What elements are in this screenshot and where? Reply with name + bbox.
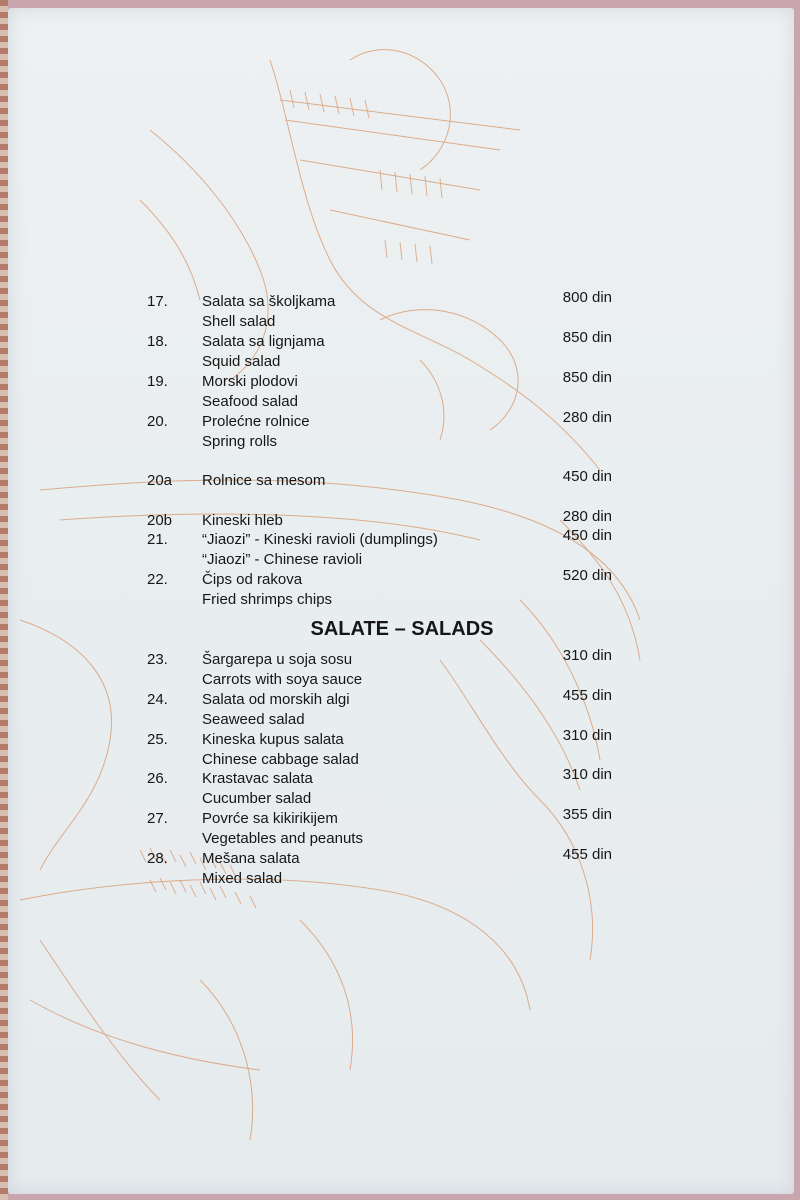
item-name: Povrće sa kikirikijem	[202, 810, 338, 827]
item-price: 455 din	[562, 846, 612, 863]
item-number: 27.	[147, 810, 168, 827]
item-price: 280 din	[562, 409, 612, 426]
item-translation: Chinese cabbage salad	[202, 751, 359, 768]
menu-item	[0, 766, 800, 809]
item-number: 22.	[147, 571, 168, 588]
item-price: 310 din	[562, 647, 612, 664]
item-price: 450 din	[562, 468, 612, 485]
item-translation: Cucumber salad	[202, 790, 312, 807]
menu-item	[0, 647, 800, 690]
item-name: Salata od morskih algi	[202, 691, 350, 708]
item-name: Mešana salata	[202, 850, 300, 867]
item-name: Čips od rakova	[202, 571, 303, 588]
item-price: 850 din	[562, 329, 612, 346]
item-translation: Squid salad	[202, 353, 281, 370]
item-number: 25.	[147, 731, 168, 748]
item-number: 19.	[147, 373, 168, 390]
item-translation: Carrots with soya sauce	[202, 671, 363, 688]
menu-item	[0, 567, 800, 610]
item-price: 310 din	[562, 766, 612, 783]
item-name: “Jiaozi” - Kineski ravioli (dumplings)	[202, 531, 438, 548]
menu-item	[0, 409, 800, 452]
item-translation: Mixed salad	[202, 870, 283, 887]
item-translation: Shell salad	[202, 313, 276, 330]
item-price: 280 din	[562, 508, 612, 525]
item-number: 17.	[147, 293, 168, 310]
item-name: Rolnice sa mesom	[202, 472, 326, 489]
item-price: 310 din	[562, 727, 612, 744]
item-name: Morski plodovi	[202, 373, 298, 390]
menu-item	[0, 468, 800, 511]
item-number: 28.	[147, 850, 168, 867]
item-number: 24.	[147, 691, 168, 708]
menu-item	[0, 727, 800, 770]
item-name: Salata sa lignjama	[202, 333, 325, 350]
item-number: 23.	[147, 651, 168, 668]
menu-item	[0, 687, 800, 730]
item-number: 20a	[147, 472, 173, 489]
item-price: 520 din	[562, 567, 612, 584]
item-name: Šargarepa u soja sosu	[202, 651, 353, 668]
item-translation: Vegetables and peanuts	[202, 830, 363, 847]
item-number: 20b	[147, 512, 173, 529]
item-number: 18.	[147, 333, 168, 350]
menu-item	[0, 846, 800, 889]
item-translation: “Jiaozi” - Chinese ravioli	[202, 551, 363, 568]
menu-item	[0, 329, 800, 372]
item-number: 20.	[147, 413, 168, 430]
menu-item	[0, 806, 800, 849]
item-name: Salata sa školjkama	[202, 293, 336, 310]
item-translation: Fried shrimps chips	[202, 591, 333, 608]
menu-item	[0, 369, 800, 412]
item-translation: Seafood salad	[202, 393, 298, 410]
item-price: 450 din	[562, 527, 612, 544]
item-name: Kineski hleb	[202, 512, 283, 529]
item-translation: Spring rolls	[202, 433, 278, 450]
menu-item	[0, 527, 800, 570]
item-price: 455 din	[562, 687, 612, 704]
section-title: SALATE – SALADS	[310, 618, 494, 640]
menu-item	[0, 289, 800, 332]
item-price: 355 din	[562, 806, 612, 823]
item-number: 21.	[147, 531, 168, 548]
item-translation: Seaweed salad	[202, 711, 305, 728]
item-number: 26.	[147, 770, 168, 787]
item-price: 800 din	[562, 289, 612, 306]
item-name: Krastavac salata	[202, 770, 313, 787]
item-name: Kineska kupus salata	[202, 731, 344, 748]
item-price: 850 din	[562, 369, 612, 386]
item-name: Prolećne rolnice	[202, 413, 310, 430]
